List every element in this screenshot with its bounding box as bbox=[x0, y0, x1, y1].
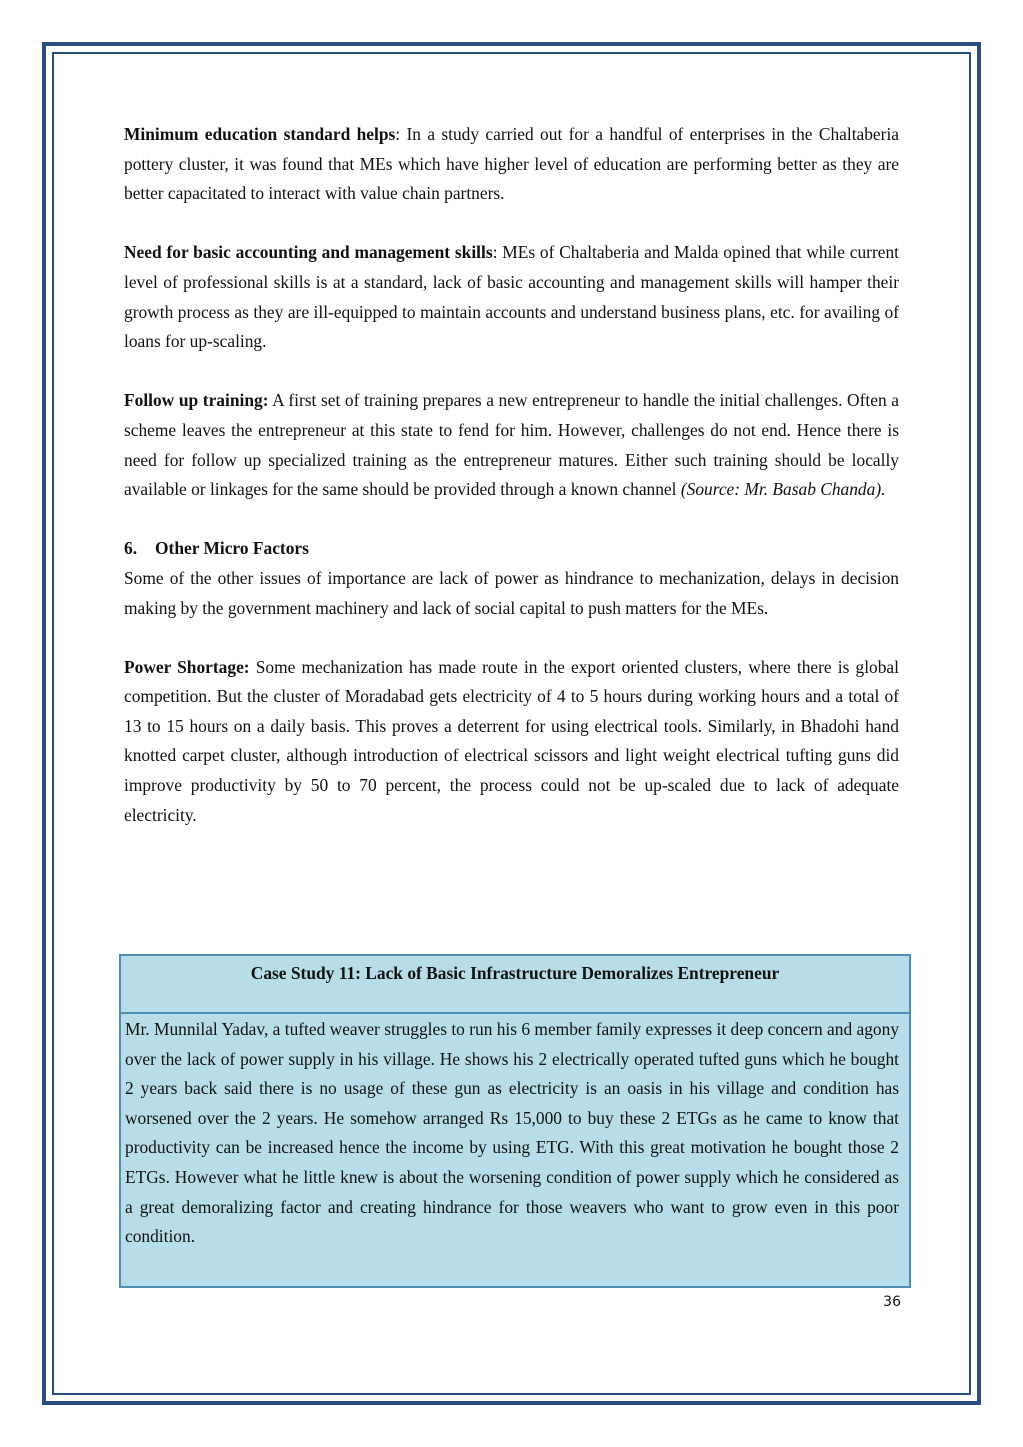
text-other-micro: Some of the other issues of importance are lack of power as hindrance to mechanization, delays in decision making by the government machinery and lack of social capital to push matters for the MEs. bbox=[124, 567, 899, 618]
case-study-box bbox=[119, 954, 911, 1288]
section-heading bbox=[124, 534, 899, 564]
page-number: 36 bbox=[883, 1294, 901, 1310]
paragraph-other-micro bbox=[124, 564, 899, 623]
paragraph-accounting bbox=[124, 238, 899, 356]
text-accounting: : MEs of Chaltaberia and Malda opined that while current level of professional skills is at a standard, lack of basic accounting and management skills will hamper their growth process as they are ill-equipped to maintain accounts and understand business plans, etc. for availing of loans for up-scaling. bbox=[124, 242, 899, 352]
case-study-title: Case Study 11: Lack of Basic Infrastructure Demoralizes Entrepreneur bbox=[121, 956, 909, 1014]
section-title: Other Micro Factors bbox=[155, 538, 309, 559]
text-min-education: : In a study carried out for a handful of enterprises in the Chaltaberia pottery cluster, it was found that MEs which have higher level of education are performing better as they are better capacitated to interact with value chain partners. bbox=[124, 124, 899, 204]
paragraph-min-education bbox=[124, 120, 899, 209]
lead-min-education: Minimum education standard helps bbox=[124, 124, 396, 144]
source-follow-up: (Source: Mr. Basab Chanda). bbox=[680, 479, 886, 500]
lead-follow-up: Follow up training: bbox=[124, 390, 269, 411]
paragraph-power bbox=[124, 653, 899, 831]
lead-accounting: Need for basic accounting and management skills bbox=[124, 242, 493, 263]
text-follow-up: A first set of training prepares a new entrepreneur to handle the initial challenges. Often a scheme leaves the entrepreneur at this state to fend for him. However, challenges do not end. Hence there is need for follow up specialized training as the entrepreneur matures. Either such training should be locally available or linkages for the same should be provided through a known channel bbox=[124, 390, 899, 500]
text-power: Some mechanization has made route in the export oriented clusters, where there is global competition. But the cluster of Moradabad gets electricity of 4 to 5 hours during working hours and a total of 13 to 15 hours on a daily basis. This proves a deterrent for using electrical tools. Similarly, in Bhadohi hand knotted carpet cluster, although introduction of electrical scissors and light weight electrical tufting guns did improve productivity by 50 to 70 percent, the process could not be up-scaled due to lack of adequate electricity. bbox=[124, 656, 899, 825]
section-number: 6. bbox=[124, 538, 138, 559]
document-body bbox=[124, 120, 899, 860]
paragraph-follow-up bbox=[124, 386, 899, 504]
lead-power: Power Shortage: bbox=[124, 656, 250, 677]
case-study-body: Mr. Munnilal Yadav, a tufted weaver struggles to run his 6 member family expresses it deep concern and agony over the lack of power supply in his village. He shows his 2 electrically operated tufted guns which he bought 2 years back said there is no usage of these gun as electricity is an oasis in his village and condition has worsened over the 2 years. He somehow arranged Rs 15,000 to buy these 2 ETGs as he came to know that productivity can be increased hence the income by using ETG. With this great motivation he bought those 2 ETGs. However what he little knew is about the worsening condition of power supply which he considered as a great demoralizing factor and creating hindrance for those weavers who want to grow even in this poor condition. bbox=[125, 1019, 900, 1247]
